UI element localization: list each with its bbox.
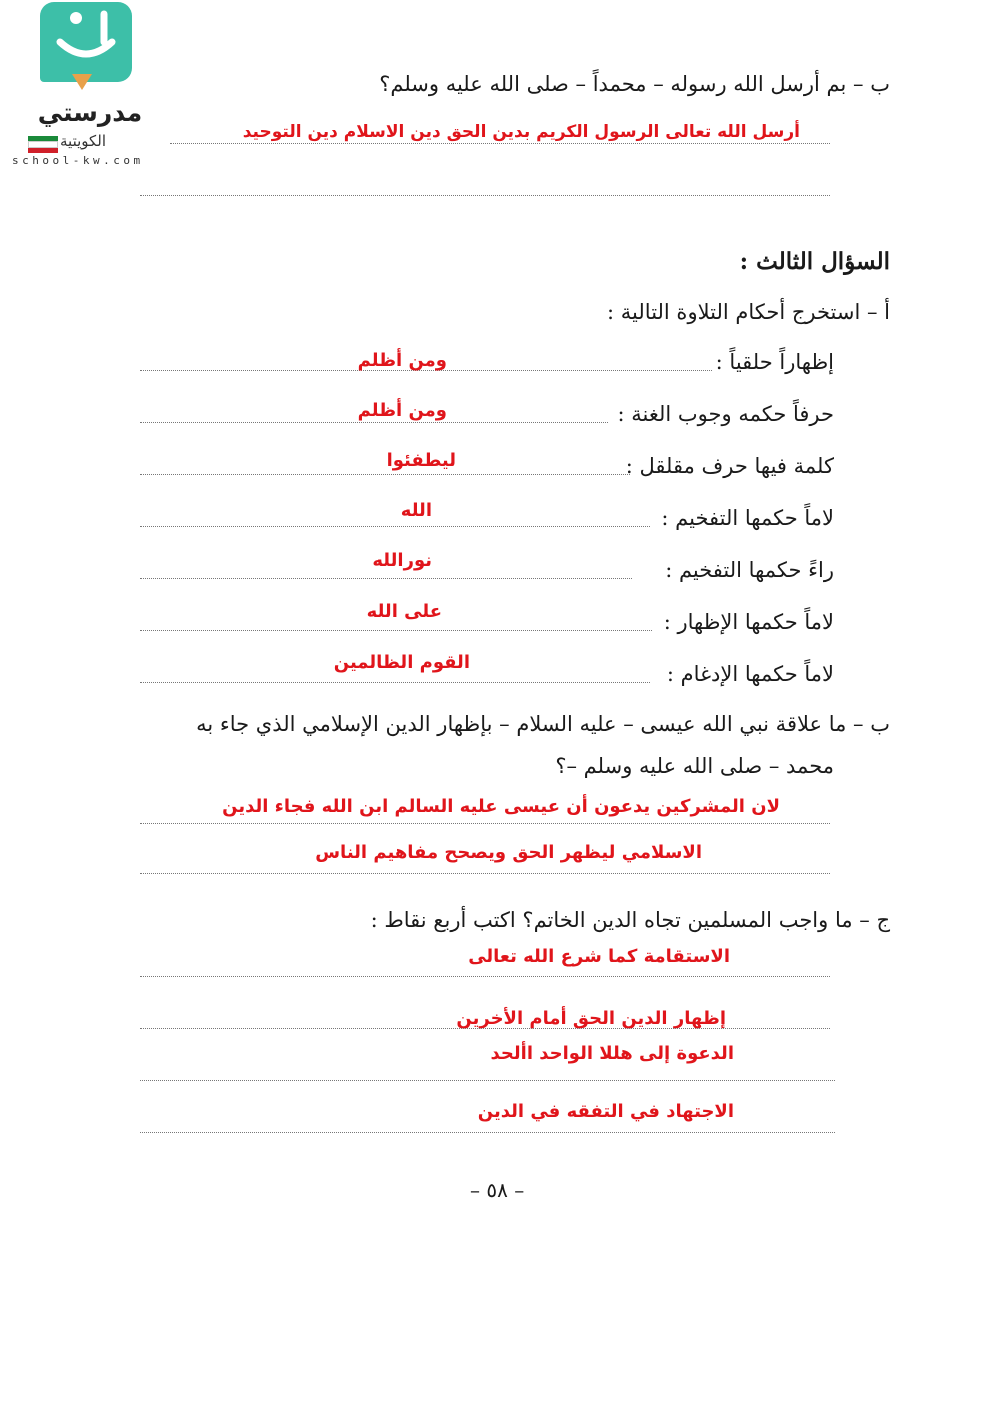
q3-title: السؤال الثالث : bbox=[739, 248, 890, 275]
answer-line bbox=[140, 195, 830, 196]
q3b-prompt-line2: محمد – صلى الله عليه وسلم –؟ bbox=[555, 754, 834, 778]
q3c-answer: الاستقامة كما شرع الله تعالى bbox=[468, 946, 730, 967]
answer-line bbox=[140, 630, 652, 631]
answer-line bbox=[140, 474, 630, 475]
answer-line bbox=[140, 578, 632, 579]
q3a-item-answer: ومن أظلم bbox=[357, 400, 447, 421]
page-number: – ٥٨ – bbox=[470, 1178, 525, 1202]
answer-line bbox=[140, 682, 650, 683]
q3a-item-label: حرفاً حكمه وجوب الغنة : bbox=[617, 402, 834, 426]
answer-line bbox=[140, 422, 608, 423]
q3a-item-label: راءً حكمها التفخيم : bbox=[665, 558, 834, 582]
q3b-answer-line1: لان المشركين يدعون أن عيسى عليه السالم ابن الله فجاء الدين bbox=[222, 796, 780, 817]
q3a-item-label: لاماً حكمها الإدغام : bbox=[666, 662, 834, 686]
logo-url: school-kw.com bbox=[12, 154, 144, 167]
q2b-question: ب – بم أرسل الله رسوله – محمداً – صلى الله عليه وسلم؟ bbox=[379, 72, 890, 96]
answer-line bbox=[140, 526, 650, 527]
q3a-item-answer: القوم الظالمين bbox=[333, 652, 470, 673]
logo-badge bbox=[40, 2, 132, 82]
q3c-answer: الدعوة إلى هللا الواحد األحد bbox=[490, 1043, 734, 1064]
answer-line bbox=[140, 873, 830, 874]
q3a-prompt: أ – استخرج أحكام التلاوة التالية : bbox=[607, 300, 890, 324]
answer-line bbox=[140, 1132, 835, 1133]
kuwait-flag-icon bbox=[28, 136, 58, 151]
smile-icon bbox=[40, 2, 132, 82]
q3a-item-answer: الله bbox=[400, 500, 432, 521]
q3b-answer-line2: الاسلامي ليظهر الحق ويصحح مفاهيم الناس bbox=[315, 842, 702, 863]
answer-line bbox=[140, 1028, 830, 1029]
q3a-item-label: كلمة فيها حرف مقلقل : bbox=[625, 454, 834, 478]
q3a-item-answer: ليطفئوا bbox=[386, 450, 456, 471]
answer-line bbox=[170, 143, 830, 144]
q3c-answer: الاجتهاد في التفقه في الدين bbox=[477, 1101, 734, 1122]
logo-tail bbox=[72, 74, 92, 90]
q3b-prompt-line1: ب – ما علاقة نبي الله عيسى – عليه السلام – بإظهار الدين الإسلامي الذي جاء به bbox=[196, 712, 890, 736]
answer-line bbox=[140, 1080, 835, 1081]
q3a-item-label: لاماً حكمها التفخيم : bbox=[661, 506, 834, 530]
q2b-answer: أرسل الله تعالى الرسول الكريم بدين الحق دين الاسلام دين التوحيد bbox=[242, 122, 800, 142]
answer-line bbox=[140, 976, 830, 977]
q3a-item-label: لاماً حكمها الإظهار : bbox=[663, 610, 834, 634]
answer-line bbox=[140, 823, 830, 824]
q3a-item-label: إظهاراً حلقياً : bbox=[715, 350, 834, 374]
q3a-item-answer: نورالله bbox=[372, 550, 432, 571]
q3a-item-answer: على الله bbox=[366, 601, 442, 622]
logo-sub: الكويتية bbox=[60, 132, 107, 150]
logo-name: مدرستي bbox=[37, 98, 143, 127]
q3c-answer: إظهار الدين الحق أمام الأخرين bbox=[456, 1008, 726, 1029]
q3c-prompt: ج – ما واجب المسلمين تجاه الدين الخاتم؟ اكتب أربع نقاط : bbox=[370, 908, 890, 932]
q3a-item-answer: ومن أظلم bbox=[357, 350, 447, 371]
